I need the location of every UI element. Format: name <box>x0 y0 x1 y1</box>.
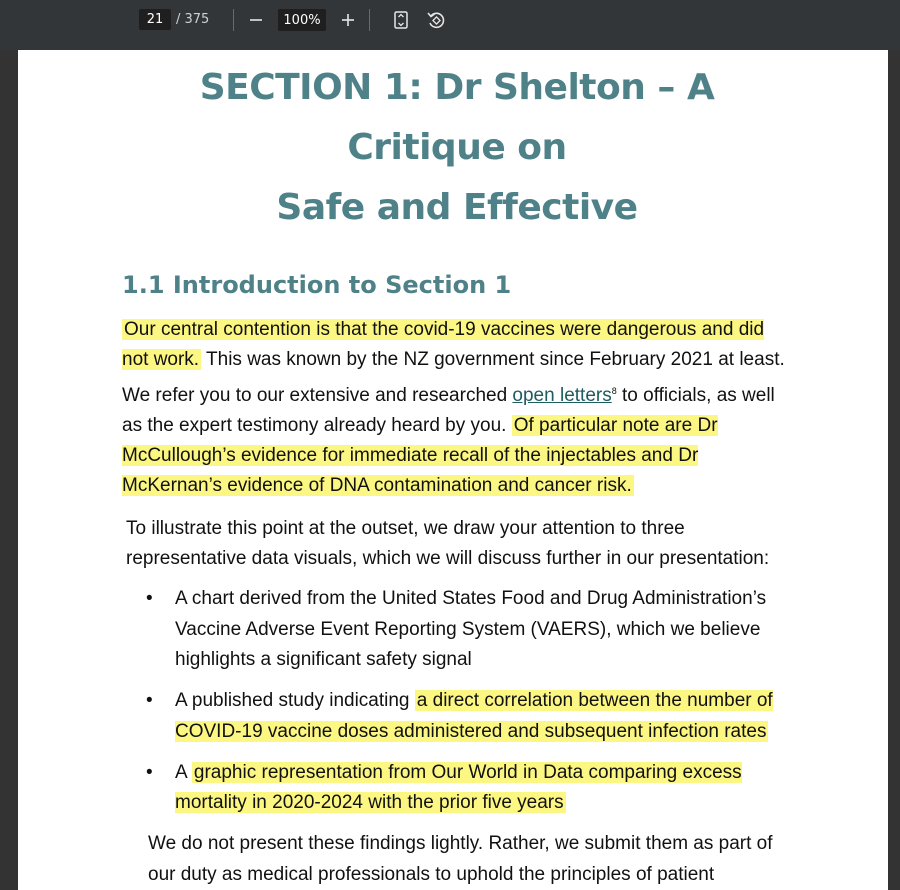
zoom-in-button[interactable] <box>334 6 362 34</box>
highlighted-text: Of particular note are Dr McCullough’s evidence for immediate recall of the injectables and Dr McKernan’s evidence of DNA contamination and cancer risk. <box>122 414 718 497</box>
bullet-icon: • <box>146 588 153 610</box>
toolbar-divider <box>369 9 370 31</box>
zoom-out-button[interactable] <box>242 6 270 34</box>
fit-page-icon <box>393 11 409 29</box>
document-content <box>122 50 792 890</box>
page-number-input[interactable] <box>139 9 171 30</box>
bullet-icon: • <box>146 690 153 712</box>
zoom-in-icon <box>341 13 355 27</box>
rotate-icon <box>426 10 446 30</box>
list-item <box>122 686 792 747</box>
closing-paragraph: We do not present these findings lightly. Rather, we submit them as part of our duty as medical professionals to uphold the principles of patient <box>148 833 773 885</box>
open-letters-link[interactable]: open letters <box>512 384 612 406</box>
title-line-1: SECTION 1: Dr Shelton – A Critique on <box>199 67 715 168</box>
intro-paragraph <box>122 315 792 502</box>
bullet-icon: • <box>146 761 153 783</box>
pdf-toolbar <box>0 0 900 50</box>
section-heading: 1.1 Introduction to Section 1 <box>122 271 512 299</box>
list-item-text: A published study indicating <box>175 690 415 712</box>
toolbar-divider <box>233 9 234 31</box>
fit-to-page-button[interactable] <box>387 6 415 34</box>
pdf-page <box>18 50 888 890</box>
page-total: / 375 <box>176 12 210 27</box>
list-item <box>122 584 792 675</box>
page-title <box>122 58 792 238</box>
list-item-text: A <box>175 761 192 783</box>
highlighted-text: a direct correlation between the number of COVID-19 vaccine doses administered and subsequent infection rates <box>175 690 773 742</box>
highlighted-text: Our central contention is that the covid-19 vaccines were dangerous and did not work. <box>122 319 765 371</box>
highlighted-text: graphic representation from Our World in Data comparing excess mortality in 2020-2024 with the prior five years <box>175 761 742 814</box>
list-item <box>122 758 792 819</box>
illustrate-paragraph: To illustrate this point at the outset, we draw your attention to three representative data visuals, which we will discuss further in our presentation: <box>126 517 770 570</box>
footnote-marker[interactable]: 8 <box>611 385 617 396</box>
list-item-text: A chart derived from the United States Food and Drug Administration’s Vaccine Adverse Event Reporting System (VAERS), which we believe highlights a significant safety signal <box>175 588 767 670</box>
bullet-list <box>122 584 792 818</box>
paragraph-text: This was known by the NZ government since February 2021 at least. We refer you to our extensive and researched <box>122 349 785 406</box>
paragraph-text: to officials, as well as the expert testimony already heard by you. <box>122 384 775 436</box>
rotate-button[interactable] <box>422 6 450 34</box>
zoom-level-input[interactable]: 100% <box>278 9 326 31</box>
zoom-out-icon <box>249 13 263 27</box>
title-line-2: Safe and Effective <box>276 187 638 228</box>
